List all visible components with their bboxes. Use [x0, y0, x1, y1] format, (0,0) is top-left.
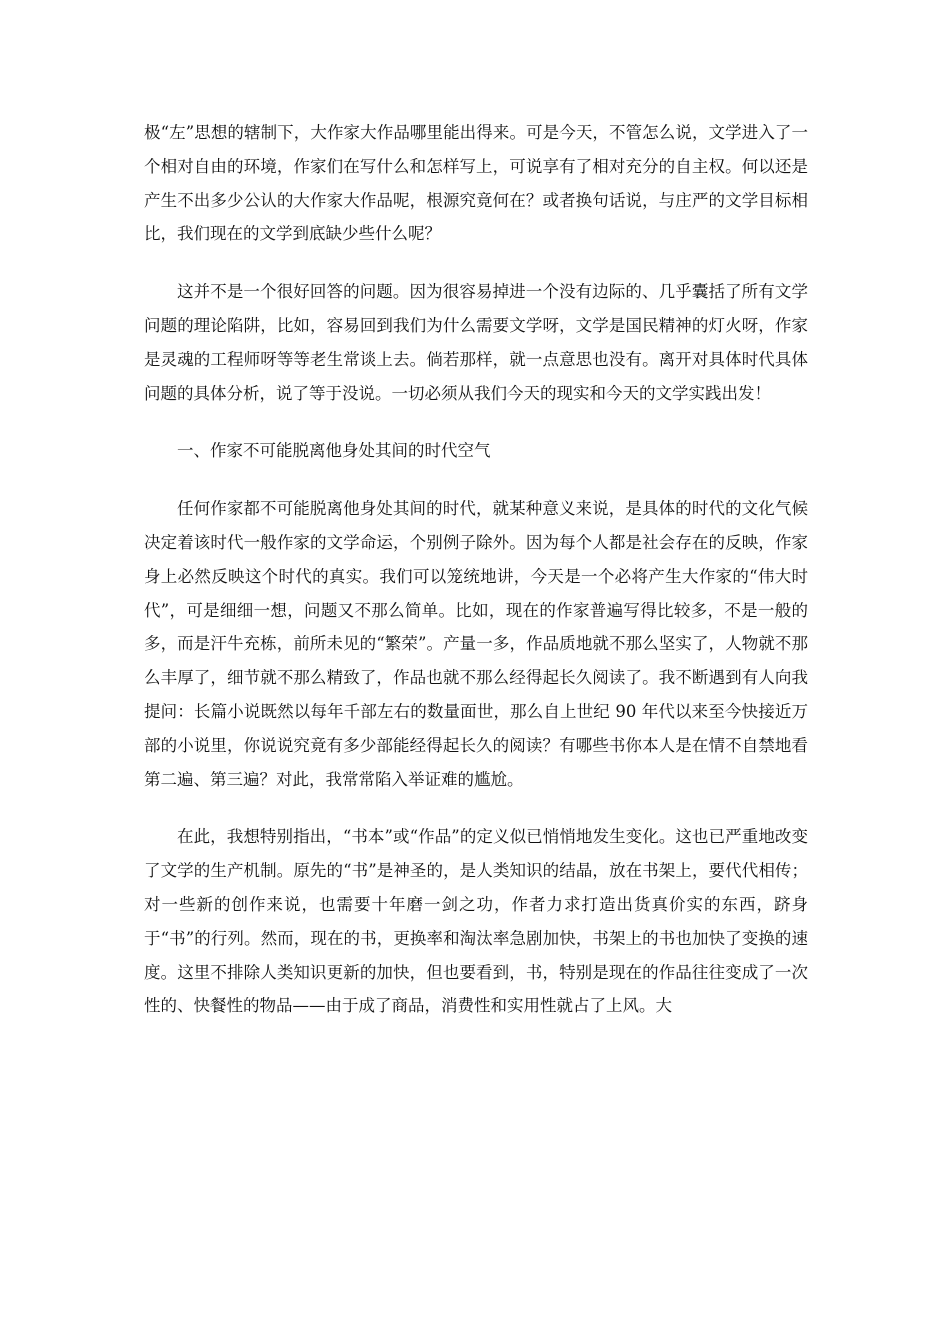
paragraph: 这并不是一个很好回答的问题。因为很容易掉进一个没有边际的、几乎囊括了所有文学问题的理论陷阱，比如，容易回到我们为什么需要文学呀，文学是国民精神的灯火呀，作家是灵魂的工程师呀等等老生常谈上去。倘若那样，就一点意思也没有。离开对具体时代具体问题的具体分析，说了等于没说。一切必须从我们今天的现实和今天的文学实践出发！: [144, 282, 808, 403]
paragraph: 在此，我想特别指出，“书本”或“作品”的定义似已悄悄地发生变化。这也已严重地改变了文学的生产机制。原先的“书”是神圣的，是人类知识的结晶，放在书架上，要代代相传；对一些新的创作来说，也需要十年磨一剑之功，作者力求打造出货真价实的东西，跻身于“书”的行列。然而，现在的书，更换率和淘汰率急剧加快，书架上的书也加快了变换的速度。这里不排除人类知识更新的加快，但也要看到，书，特别是现在的作品往往变成了一次性的、快餐性的物品——由于成了商品，消费性和实用性就占了上风。大: [144, 827, 808, 1016]
document-body: [144, 116, 808, 1023]
paragraph-continuation: 极“左”思想的辖制下，大作家大作品哪里能出得来。可是今天，不管怎么说，文学进入了一个相对自由的环境，作家们在写什么和怎样写上，可说享有了相对充分的自主权。何以还是产生不出多少公认的大作家大作品呢，根源究竟何在？或者换句话说，与庄严的文学目标相比，我们现在的文学到底缺少些什么呢？: [144, 123, 808, 244]
section-heading: 一、作家不可能脱离他身处其间的时代空气: [177, 441, 491, 461]
paragraph: 任何作家都不可能脱离他身处其间的时代，就某种意义来说，是具体的时代的文化气候决定着该时代一般作家的文学命运，个别例子除外。因为每个人都是社会存在的反映，作家身上必然反映这个时代的真实。我们可以笼统地讲，今天是一个必将产生大作家的“伟大时代”，可是细细一想，问题又不那么简单。比如，现在的作家普遍写得比较多，不是一般的多，而是汗牛充栋，前所未见的“繁荣”。产量一多，作品质地就不那么坚实了，人物就不那么丰厚了，细节就不那么精致了，作品也就不那么经得起长久阅读了。我不断遇到有人向我提问：长篇小说既然以每年千部左右的数量面世，那么自上世纪 90 年代以来至今快接近万部的小说里，你说说究竟有多少部能经得起长久的阅读？有哪些书你本人是在情不自禁地看第二遍、第三遍？对此，我常常陷入举证难的尴尬。: [144, 499, 808, 789]
